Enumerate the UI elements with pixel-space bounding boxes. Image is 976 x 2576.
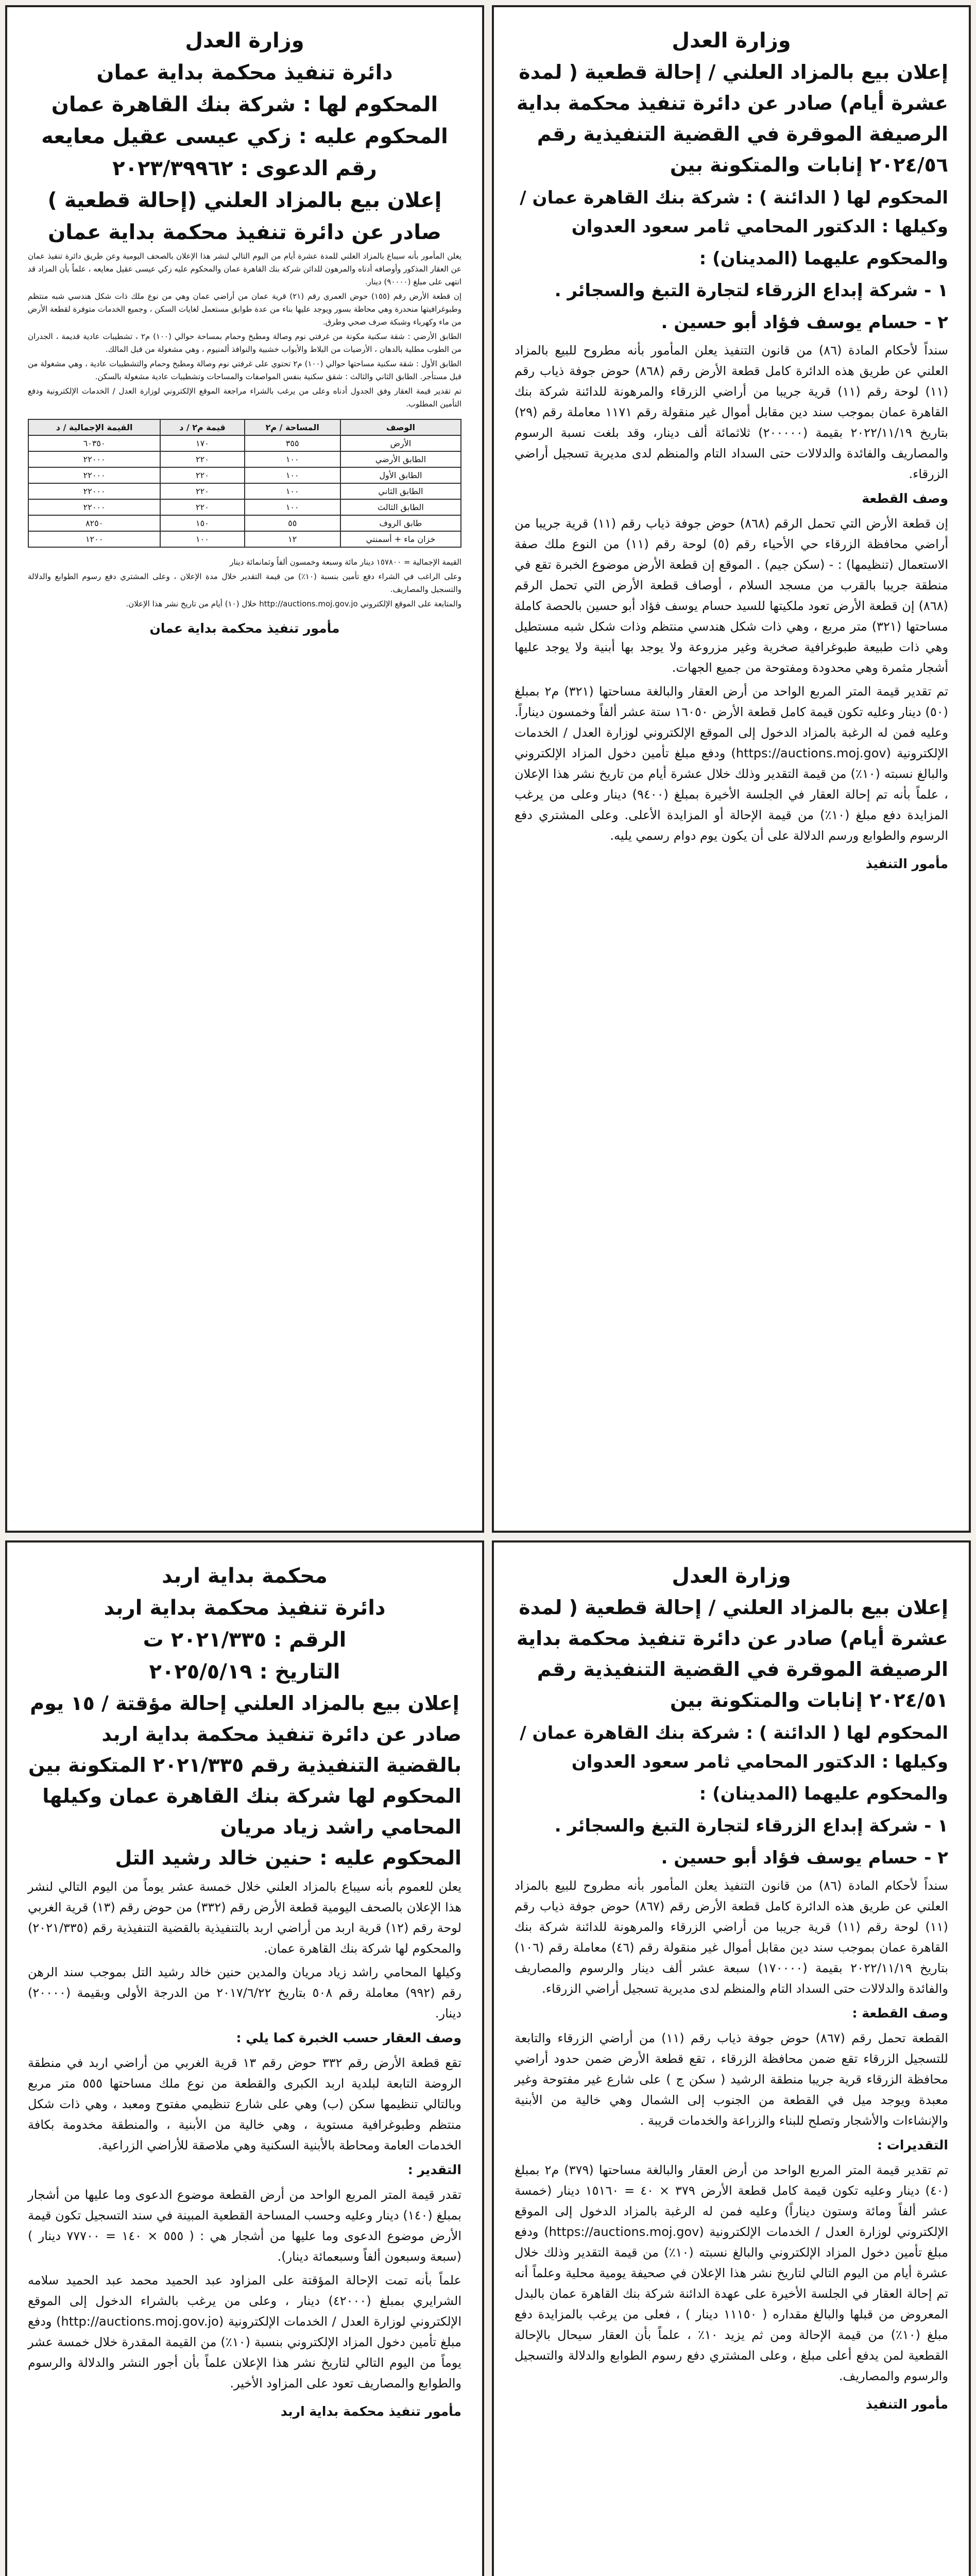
assessment-label: التقديرات : (877, 2138, 948, 2153)
creditor-line: المحكوم لها ( الدائنة ) : شركة بنك القاهرة عمان / وكيلها : الدكتور المحامي ثامر سعود العدوان (520, 1723, 948, 1772)
table-cell: ١٠٠ (245, 499, 340, 515)
ad-body-3: تم تقدير قيمة المتر المربع الواحد من أرض العقار والبالغة مساحتها (٣٧٩) م٢ بمبلغ (٤٠) دينار وعليه تكون قيمة كامل قطعة الأرض ٣٧٩ × ٤٠ = ١٥١٦٠ دينار (خمسة عشر ألفاً ومائة وستون ديناراً) وعليه فمن له الرغبة بالمزاد الدخول إلى الموقع الإلكتروني لوزارة العدل / الخدمات الإلكترونية (https://auctions.moj.gov) ودفع مبلغ تأمين دخول المزاد الإلكتروني والبالغ نسبته (١٠٪) من قيمة التقدير وذلك خلال عشرة أيام من اليوم التالي لتاريخ نشر هذا الإعلان في صحيفة يومية محلية وعلماً أنه تم إحالة العقار في الجلسة الأخيرة على عهدة الدائنة شركة بنك القاهرة عمان بالبدل المعروض من قبلها والبالغ مقداره ( ١١١٥٠ دينار ) ، فعلى من يرغب بالمزايدة دفع مبلغ (١٠٪) من قيمة الإحالة ومن ثم يزيد ١٠٪ ، علماً بأن العقار سيحال بالإحالة القطعية لمن يدفع أعلى مبلغ ، وعلى المشتري دفع رسوم الطوابع والدلالة والتسجيل والرسوم والمصاريف. (515, 2163, 949, 2383)
table-cell: خزان ماء + أسمنتي (340, 531, 461, 547)
table-cell: ٢٢٠٠٠ (28, 483, 160, 499)
ministry-heading: وزارة العدل (672, 1564, 791, 1588)
table-row (28, 451, 461, 467)
ad-body-3: تم تقدير قيمة المتر المربع الواحد من أرض العقار والبالغة مساحتها (٣٢١) م٢ بمبلغ (٥٠) دينار وعليه تكون قيمة كامل قطعة الأرض ١٦٠٥٠ ستة عشر ألفاً وخمسون ديناراً. وعليه فمن له الرغبة بالمزاد الدخول إلى الموقع الإلكتروني لوزارة العدل / الخدمات الإلكترونية (https://auctions.moj.gov) ودفع مبلغ تأمين دخول المزاد الإلكتروني والبالغ نسبته (١٠٪) من قيمة التقدير وذلك خلال عشرة أيام من تاريخ نشر هذا الإعلان ، علماً بأنه تم إحالة العقار في الجلسة الأخيرة بمبلغ (٩٤٠٠) دينار وعلى من يرغب المزايدة دفع مبلغ (١٠٪) من قيمة الإحالة أو المزايدة الأعلى. وعلى المشتري دفع الرسوم والطوابع ورسم الدلالة على أن يكون يوم دوام رسمي يليه. (515, 684, 949, 843)
table-cell: ١٠٠ (160, 531, 244, 547)
description-label: وصف العقار حسب الخبرة كما يلي : (236, 2030, 461, 2045)
signature: مأمور تنفيذ محكمة بداية اربد (280, 2404, 461, 2419)
table-row (28, 515, 461, 531)
table-cell: الأرض (340, 435, 461, 451)
ad-title-1: دائرة تنفيذ محكمة بداية عمان (96, 61, 393, 84)
ad-body-1: سنداً لأحكام المادة (٨٦) من قانون التنفيذ يعلن المأمور بأنه مطروح للبيع بالمزاد العلني عن طريق هذه الدائرة كامل قطعة الأرض رقم (٨٦٧) حوض جوفة ذياب رقم (١١) لوحة رقم (١١) قرية جريبا من أراضي الزرقاء والمرهونة للدائنة شركة بنك القاهرة عمان بموجب سند دين مقابل أموال غير منقولة رقم (٤٦) معاملة رقم (١٠٦) بتاريخ ٢٠٢٢/١١/١٩ بقيمة (١٧٠٠٠٠) سبعة عشر ألف دينار والرسوم والمصاريف والفائدة والدلالات حتى السداد التام والمنظم لدى مديرية تسجيل أراضي الزرقاء. (515, 1878, 949, 1996)
table-cell: ١٠٠ (245, 483, 340, 499)
ad-para-4: الطابق الأول : شقة سكنية مساحتها حوالي (١٠٠) م٢ تحتوي على غرفتي نوم وصالة ومطبخ وحمام والتشطيبات عادية ، وهي مشغولة من قبل مستأجر. الطابق الثاني والثالث : شقق سكنية بنفس المواصفات والمساحات وتشطيبات عادية مشغولة بالسكن. (28, 359, 461, 381)
valuation-total: القيمة الإجمالية = ١٥٧٨٠٠ دينار مائة وسبعة وخمسون ألفاً وثمانمائة دينار (230, 557, 461, 567)
table-cell: ١٢٠٠ (28, 531, 160, 547)
ad-title-3: إعلان بيع بالمزاد العلني إحالة مؤقتة / ١٥ يوم (30, 1692, 459, 1715)
table-cell: ٢٢٠٠٠ (28, 467, 160, 483)
table-cell: ٥٥ (245, 515, 340, 531)
ad-para-3: الطابق الأرضي : شقة سكنية مكونة من غرفتي نوم وصالة ومطبخ وحمام بمساحة حوالي (١٠٠) م٢ ، تشطيبات عادية قديمة ، الجدران من الطوب مطلية بالدهان ، الأرضيات من البلاط والأبواب خشبية والنوافذ ألمنيوم ، وهي مشغولة من قبل المالك. (28, 332, 461, 354)
ministry-heading: وزارة العدل (185, 29, 304, 53)
case-number: الرقم : ٢٠٢١/٣٣٥ ت (143, 1628, 347, 1652)
table-cell: ٢٢٠ (160, 451, 244, 467)
description-label: وصف القطعة : (852, 2006, 948, 2021)
debtor-line: المحكوم عليه : حنين خالد رشيد التل (115, 1846, 461, 1869)
table-cell: ٢٢٠ (160, 499, 244, 515)
valuation-table (28, 419, 461, 548)
ad-para-2: وكيلها المحامي راشد زياد مريان والمدين حنين خالد رشيد التل بموجب سند الرهن رقم (٩٩٢) معاملة رقم ٥٠٨ بتاريخ ٢٠١٧/٦/٢٢ من الدرجة الأولى وبقيمة (٢٠٠٠٠) دينار. (28, 1965, 461, 2021)
table-row (28, 499, 461, 515)
table-cell: ١٠٠ (245, 451, 340, 467)
table-row (28, 435, 461, 451)
table-header-cell: المساحة / م٢ (245, 419, 340, 435)
table-header-row (28, 419, 461, 435)
ad-footer-1: وعلى الراغب في الشراء دفع تأمين بنسبة (١٠٪) من قيمة التقدير خلال مدة الإعلان ، وعلى المشتري دفع رسوم الطوابع والدلالة والتسجيل والمصاريف. (28, 572, 461, 594)
table-cell: ٣٥٥ (245, 435, 340, 451)
ad-para-1: يعلن المأمور بأنه سيباع بالمزاد العلني للمدة عشرة أيام من اليوم التالي لنشر هذا الإعلان بالصحف اليومية وعن طريق دائرة تنفيذ عمان عن العقار المذكور وأوصافه أدناه والمرهون للدائن شركة بنك القاهرة عمان والمحكوم عليه زكي عيسى عقيل معايعه ، علماً بأن المزاد قد انتهى على مبلغ (٩٠٠٠٠) دينار. (28, 251, 461, 286)
ministry-heading: وزارة العدل (672, 29, 791, 53)
ad-para-5: تم تقدير قيمة العقار وفق الجدول أدناه وعلى من يرغب بالشراء مراجعة الموقع الإلكتروني لوزارة العدل / الخدمات الإلكترونية ودفع التأمين المطلوب. (28, 386, 461, 409)
debtor-1: ١ - شركة إبداع الزرقاء لتجارة التبغ والسجائر . (554, 280, 948, 301)
table-cell: ٢٢٠ (160, 467, 244, 483)
table-cell: ١٠٠ (245, 467, 340, 483)
ad-title-5: صادر عن دائرة تنفيذ محكمة بداية عمان (48, 221, 441, 244)
ad-para-1: يعلن للعموم بأنه سيباع بالمزاد العلني خلال خمسة عشر يوماً من اليوم التالي لنشر هذا الإعلان بالصحف اليومية قطعة الأرض رقم (٣٣٢) من حوض رقم (١٣) قرية الغربي لوحة رقم (١٢) قرية اربد من أراضي اربد بالتنفيذية بالقضية التنفيذية رقم (٢٠٢١/٣٣٥) والمحكوم لها شركة بنك القاهرة عمان. (28, 1879, 461, 1956)
ad-date: التاريخ : ٢٠٢٥/٥/١٩ (149, 1660, 340, 1684)
table-cell: الطابق الأول (340, 467, 461, 483)
table-row (28, 531, 461, 547)
table-cell: ١٥٠ (160, 515, 244, 531)
table-cell: ٢٢٠٠٠ (28, 499, 160, 515)
assessment-label: التقدير : (407, 2162, 461, 2177)
debtors-label: والمحكوم عليهما (المدينان) : (699, 248, 948, 269)
ad-body-2: القطعة تحمل رقم (٨٦٧) حوض جوفة ذياب رقم (١١) من أراضي الزرقاء والتابعة للتسجيل الزرقاء تقع ضمن محافظة الزرقاء ، تقع قطعة الأرض ضمن حدود أراضي محافظة الزرقاء قرية جريبا منطقة الرشيد ( سكن ج ) على شارع غير مفتوحة وغير معبدة ويوجد ميل في القطعة من الجنوب إلى الشمال وهي خالية من الأبنية والإنشاءات والأشجار وتصلح للبناء والزراعة والخدمات قريبة . (515, 2031, 948, 2128)
table-cell: الطابق الأرضي (340, 451, 461, 467)
table-cell: الطابق الثالث (340, 499, 461, 515)
table-cell: ٦٠٣٥٠ (28, 435, 160, 451)
case-number: رقم الدعوى : ٢٠٢٣/٣٩٩٦٢ (112, 157, 377, 180)
ad-footer-2: والمتابعة على الموقع الإلكتروني http://auctions.moj.gov.jo خلال (١٠) أيام من تاريخ نشر هذا الإعلان. (126, 599, 461, 608)
description-label: وصف القطعة (862, 491, 948, 506)
debtors-label: والمحكوم عليهما (المدينان) : (699, 1784, 948, 1804)
ad-title-2: المحكوم لها : شركة بنك القاهرة عمان (51, 93, 438, 116)
auction-ad-amman (5, 5, 484, 1533)
debtor-2: ٢ - حسام يوسف فؤاد أبو حسين . (661, 312, 948, 333)
table-row (28, 483, 461, 499)
table-cell: طابق الروف (340, 515, 461, 531)
auction-ad-irbid (5, 1540, 484, 2576)
ad-title: إعلان بيع بالمزاد العلني / إحالة قطعية ( لمدة عشرة أيام) صادر عن دائرة تنفيذ محكمة بداية الرصيفة الموقرة في القضية التنفيذية رقم ٢٠٢٤/٥١ إنابات والمتكونة بين (516, 1596, 948, 1711)
table-cell: ٢٢٠ (160, 483, 244, 499)
ad-title: إعلان بيع بالمزاد العلني / إحالة قطعية ( لمدة عشرة أيام) صادر عن دائرة تنفيذ محكمة بداية الرصيفة الموقرة في القضية التنفيذية رقم ٢٠٢٤/٥٦ إنابات والمتكونة بين (516, 61, 948, 176)
table-header-cell: القيمة الإجمالية / د (28, 419, 160, 435)
debtor-2: ٢ - حسام يوسف فؤاد أبو حسين . (661, 1848, 948, 1868)
table-cell: ١٧٠ (160, 435, 244, 451)
table-header-cell: قيمة م٢ / د (160, 419, 244, 435)
table-header-cell: الوصف (340, 419, 461, 435)
ad-title-4: صادر عن دائرة تنفيذ محكمة بداية اربد بالقضية التنفيذية رقم ٢٠٢١/٣٣٥ المتكونة بين المحكوم لها شركة بنك القاهرة عمان وكيلها المحامي راشد زياد مريان (28, 1723, 461, 1838)
table-cell: ٨٢٥٠ (28, 515, 160, 531)
court-heading: محكمة بداية اربد (162, 1564, 328, 1588)
ad-title-4: إعلان بيع بالمزاد العلني (إحالة قطعية ) (47, 189, 442, 212)
debtor-1: ١ - شركة إبداع الزرقاء لتجارة التبغ والسجائر . (554, 1816, 948, 1836)
ad-para-2: إن قطعة الأرض رقم (١٥٥) حوض العمري رقم (٢١) قرية عمان من أراضي عمان وهي من نوع ملك ذات شكل هندسي شبه منتظم وطبوغرافيتها منحدرة وهي محاطة بسور ويوجد عليها بناء من عدة طوابق مستعمل لغايات السكن ، وجميع الخدمات متوفرة لقطعة الأرض من ماء وكهرباء وشبكة صرف صحي وطرق. (28, 292, 462, 327)
ad-para-4: تقدر قيمة المتر المربع الواحد من أرض القطعة موضوع الدعوى وما عليها من أشجار بمبلغ (١٤٠) دينار وعليه وحسب المساحة القطعية المبينة في سند التسجيل تكون قيمة الأرض موضوع الدعوى وما عليها من أشجار هي : ( ٥٥٥ × ١٤٠ = ٧٧٧٠٠ دينار ) (سبعة وسبعون ألفاً وسبعمائة دينار). (28, 2188, 462, 2264)
auction-ad-rusaifa-867 (492, 1540, 971, 2576)
ad-body-1: سنداً لأحكام المادة (٨٦) من قانون التنفيذ يعلن المأمور بأنه مطروح للبيع بالمزاد العلني عن طريق هذه الدائرة كامل قطعة الأرض رقم (٨٦٨) حوض جوفة ذياب رقم (١١) لوحة رقم (١١) قرية جريبا من أراضي الزرقاء والمرهونة للدائنة شركة بنك القاهرة عمان بموجب سند دين مقابل أموال غير منقولة رقم ١١٧١ معاملة رقم (٢٩) بتاريخ ٢٠٢٢/١١/١٩ بقيمة (٢٠٠٠٠٠) ثلاثمائة ألف دينار، وقد بلغت نسبة الرسوم والمصاريف والفائدة والدلالات حتى السداد التام والمنظم لدى مديرية تسجيل أراضي الزرقاء. (515, 343, 949, 481)
signature: مأمور تنفيذ محكمة بداية عمان (149, 621, 340, 636)
table-cell: ٢٢٠٠٠ (28, 451, 160, 467)
ad-title-3: المحكوم عليه : زكي عيسى عقيل معايعه (41, 125, 448, 148)
signature: مأمور التنفيذ (865, 2397, 948, 2412)
table-cell: الطابق الثاني (340, 483, 461, 499)
signature: مأمور التنفيذ (865, 856, 948, 871)
table-row (28, 467, 461, 483)
creditor-line: المحكوم لها ( الدائنة ) : شركة بنك القاهرة عمان / وكيلها : الدكتور المحامي ثامر سعود العدوان (520, 188, 948, 237)
auction-ad-rusaifa-868 (492, 5, 971, 1533)
department-heading: دائرة تنفيذ محكمة بداية اربد (104, 1596, 386, 1620)
ad-para-5: علماً بأنه تمت الإحالة المؤقتة على المزاود عبد الحميد محمد عبد الحميد سلامه الشرايري بمبلغ (٤٢٠٠٠) دينار ، وعلى من يرغب بالشراء الدخول إلى الموقع الإلكتروني لوزارة العدل / الخدمات الإلكترونية (http://auctions.moj.gov.jo) ودفع مبلغ تأمين دخول المزاد الإلكتروني بنسبة (١٠٪) من القيمة المقدرة خلال خمسة عشر يوماً من اليوم التالي لتاريخ نشر هذا الإعلان علماً بأن أجور النشر والدلالة والرسوم والطوابع والمصاريف تعود على المزاود الأخير. (28, 2273, 462, 2391)
ad-body-2: إن قطعة الأرض التي تحمل الرقم (٨٦٨) حوض جوفة ذياب رقم (١١) قرية جريبا من أراضي محافظة الزرقاء حي الأحياء رقم (٥) لوحة رقم (١١) من النوع ملك صفة الاستعمال (تنظيمها) : - (سكن جيم) . الموقع إن قطعة الأرض موضوع الخبرة تقع في منطقة جريبا بالقرب من مسجد السلام ، أوصاف قطعة الأرض التي تحمل الرقم (٨٦٨) إن قطعة الأرض تعود ملكيتها للسيد حسام يوسف فؤاد أبو حسين بالحصة كاملة مساحتها (٣٢١) متر مربع ، وهي ذات شكل هندسي منتظم وذات شكل شبه مستطيل وهي ذات طبيعة طبوغرافية صخرية وغير مزروعة ولا يوجد بها أبنية ولا يوجد عليها أشجار مثمرة وهي محدودة ومفتوحة من جميع الجهات. (515, 516, 949, 675)
table-cell: ١٢ (245, 531, 340, 547)
ad-para-3: تقع قطعة الأرض رقم ٣٣٢ حوض رقم ١٣ قرية الغربي من أراضي اربد في منطقة الروضة التابعة لبلدية اربد الكبرى والقطعة من نوع ملك مساحتها ٥٥٥ متر مربع وبالتالي تنظيمها سكن (ب) وهي على شارع تنظيمي مفتوح ومعبد ، وهي ذات شكل منتظم وطبوغرافية مستوية ، وهي خالية من الأبنية ، والمنطقة مخدومة بكافة الخدمات العامة ومحاطة بالأبنية السكنية وهي ملاصقة للأراضي الزراعية. (28, 2056, 462, 2153)
